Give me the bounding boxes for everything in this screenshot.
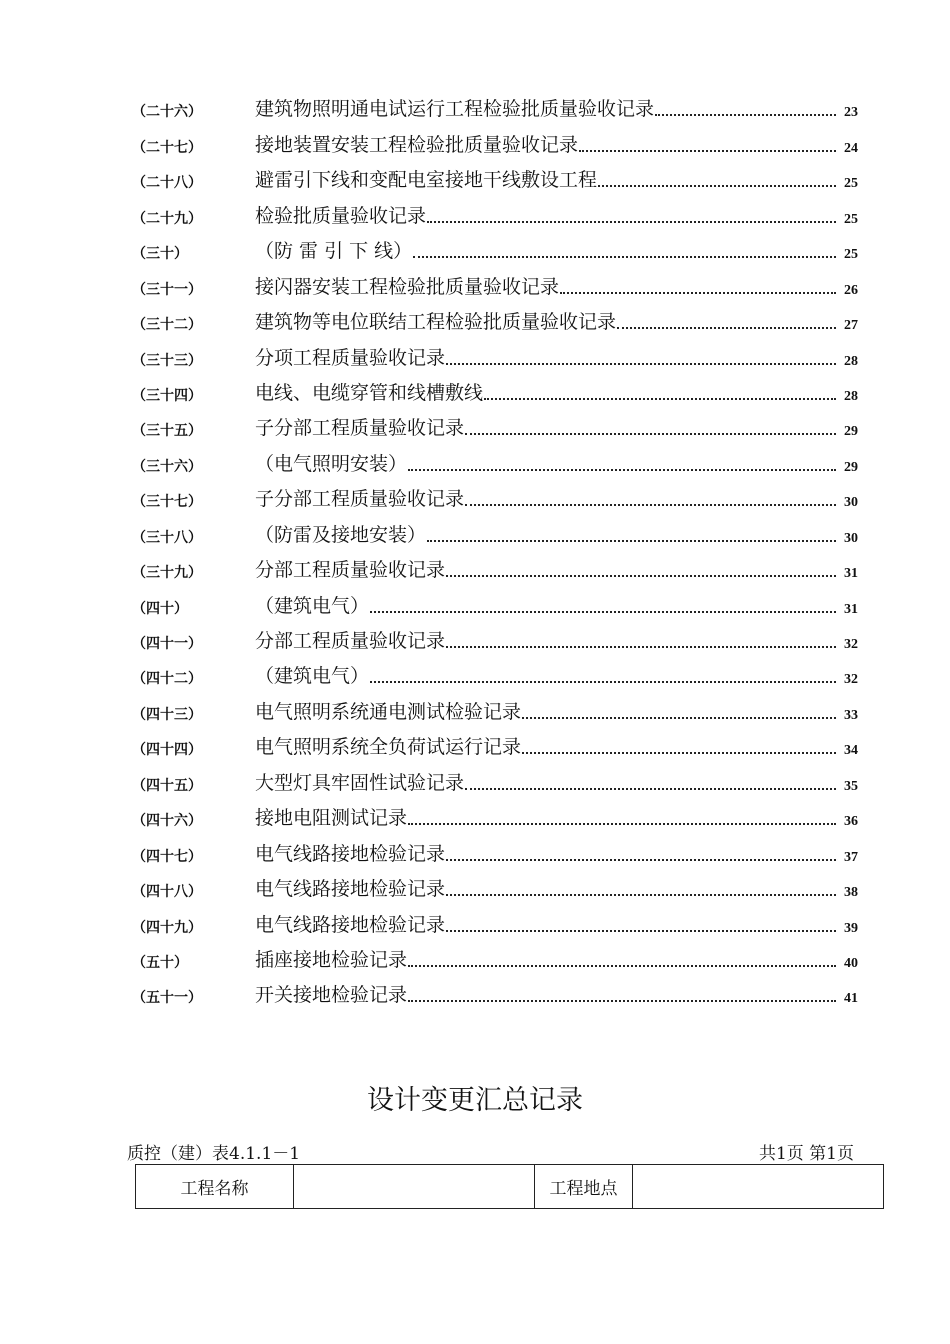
toc-entry-number: （五十）: [132, 954, 188, 971]
toc-leader-dots: [465, 504, 836, 506]
toc-leader-dots: [408, 823, 836, 825]
toc-leader-dots: [446, 894, 836, 896]
toc-leader-dots: [446, 575, 836, 577]
toc-entry[interactable]: [130, 657, 860, 692]
toc-entry-title: 电气线路接地检验记录: [255, 842, 446, 865]
toc-entry[interactable]: [130, 551, 860, 586]
toc-entry-number: （三十四）: [132, 387, 202, 404]
toc-entry-page: 31: [844, 566, 858, 582]
toc-leader-dots: [598, 185, 836, 187]
toc-leader-dots: [427, 221, 836, 223]
toc-entry-number: （三十）: [132, 246, 188, 263]
form-title: 设计变更汇总记录: [367, 1085, 583, 1116]
toc-entry-title: 避雷引下线和变配电室接地干线敷设工程: [255, 169, 598, 192]
toc-entry-page: 41: [844, 991, 858, 1007]
toc-entry-page: 25: [844, 176, 858, 192]
toc-entry-title: 分部工程质量验收记录: [255, 630, 446, 652]
toc-entry-title: 分部工程质量验收记录: [255, 559, 446, 582]
toc-entry-number: （三十三）: [132, 352, 202, 369]
toc-entry-number: （四十五）: [132, 777, 202, 794]
toc-entry-title: （防 雷 引 下 线）: [255, 240, 413, 263]
toc-entry-number: （二十八）: [132, 175, 202, 192]
toc-leader-dots: [617, 327, 836, 329]
toc-entry-page: 25: [844, 247, 858, 263]
toc-entry-number: （三十九）: [132, 565, 202, 582]
toc-leader-dots: [446, 646, 836, 648]
toc-entry-page: 32: [844, 672, 858, 688]
toc-entry-number: （五十一）: [132, 990, 202, 1007]
toc-leader-dots: [579, 150, 836, 152]
toc-entry[interactable]: [130, 515, 860, 550]
toc-entry-title: 子分部工程质量验收记录: [255, 488, 465, 511]
toc-leader-dots: [446, 363, 836, 365]
toc-entry[interactable]: [130, 870, 860, 905]
toc-entry[interactable]: [130, 763, 860, 798]
toc-leader-dots: [484, 398, 836, 400]
toc-entry-title: 大型灯具牢固性试验记录: [255, 771, 465, 794]
toc-entry-number: （三十五）: [132, 423, 202, 440]
toc-entry[interactable]: [130, 90, 860, 125]
toc-entry-page: 27: [844, 318, 858, 334]
toc-entry[interactable]: [130, 196, 860, 231]
toc-leader-dots: [408, 965, 836, 967]
toc-entry-title: 电气线路接地检验记录: [255, 913, 446, 936]
toc-entry-number: （三十六）: [132, 458, 202, 475]
toc-entry-page: 29: [844, 459, 858, 475]
toc-entry[interactable]: [130, 905, 860, 940]
toc-entry[interactable]: [130, 728, 860, 763]
toc-entry-title: （电气照明安装）: [255, 452, 408, 475]
toc-entry[interactable]: [130, 799, 860, 834]
toc-entry-number: （二十九）: [132, 210, 202, 227]
toc-entry-page: 37: [844, 849, 858, 865]
toc-entry[interactable]: [130, 444, 860, 479]
toc-entry-number: （三十七）: [132, 494, 202, 511]
toc-entry-title: （建筑电气）: [255, 665, 370, 688]
toc-entry-number: （二十七）: [132, 139, 202, 156]
toc-leader-dots: [465, 433, 836, 435]
toc-entry-title: 电气线路接地检验记录: [255, 878, 446, 901]
toc-entry-title: 电线、电缆穿管和线槽敷线: [255, 381, 484, 404]
toc-leader-dots: [522, 752, 836, 754]
toc-entry-page: 25: [844, 211, 858, 227]
toc-entry-page: 28: [844, 353, 858, 369]
toc-entry[interactable]: [130, 586, 860, 621]
project-name-label: 工程名称: [136, 1165, 294, 1209]
toc-entry-page: 35: [844, 778, 858, 794]
toc-leader-dots: [370, 611, 836, 613]
project-info-table: [135, 1164, 884, 1209]
toc-entry-number: （四十八）: [132, 884, 202, 901]
toc-entry[interactable]: [130, 125, 860, 160]
toc-entry-number: （四十三）: [132, 706, 202, 723]
toc-entry[interactable]: [130, 232, 860, 267]
project-location-cell[interactable]: [633, 1165, 884, 1209]
toc-leader-dots: [522, 717, 836, 719]
toc-entry-title: （建筑电气）: [255, 594, 370, 617]
toc-entry[interactable]: [130, 409, 860, 444]
table-row: [136, 1165, 884, 1209]
toc-leader-dots: [446, 930, 836, 932]
toc-entry-page: 32: [844, 637, 858, 652]
toc-entry-title: （防雷及接地安装）: [255, 523, 427, 546]
toc-leader-dots: [408, 1000, 836, 1002]
toc-entry-number: （三十八）: [132, 529, 202, 546]
toc-entry[interactable]: [130, 941, 860, 976]
toc-leader-dots: [408, 469, 836, 471]
toc-entry-number: （二十六）: [132, 104, 202, 121]
toc-entry-title: 电气照明系统全负荷试运行记录: [255, 736, 522, 759]
toc-entry-number: （四十四）: [132, 742, 202, 759]
toc-entry[interactable]: [130, 834, 860, 869]
toc-entry-page: 38: [844, 885, 858, 901]
toc-entry-page: 33: [844, 707, 858, 723]
toc-leader-dots: [465, 788, 836, 790]
toc-leader-dots: [413, 256, 836, 258]
toc-entry[interactable]: [130, 622, 860, 657]
toc-entry-page: 30: [844, 530, 858, 546]
toc-leader-dots: [655, 114, 836, 116]
toc-entry-number: （三十一）: [132, 281, 202, 298]
toc-entry-title: 接闪器安装工程检验批质量验收记录: [255, 275, 560, 298]
toc-entry-title: 接地装置安装工程检验批质量验收记录: [255, 133, 579, 156]
toc-entry-title: 电气照明系统通电测试检验记录: [255, 700, 522, 723]
toc-entry[interactable]: [130, 480, 860, 515]
project-name-cell[interactable]: [294, 1165, 535, 1209]
toc-entry-number: （四十二）: [132, 671, 202, 688]
toc-entry-page: 36: [844, 814, 858, 830]
toc-entry-title: 子分部工程质量验收记录: [255, 417, 465, 440]
form-code: 质控（建）表4.1.1－1: [127, 1144, 301, 1164]
toc-entry-page: 28: [844, 388, 858, 404]
toc-entry-title: 分项工程质量验收记录: [255, 346, 446, 369]
toc-entry-title: 建筑物照明通电试运行工程检验批质量验收记录: [255, 98, 655, 121]
toc-entry-page: 30: [844, 495, 858, 511]
toc-leader-dots: [560, 292, 836, 294]
toc-leader-dots: [446, 859, 836, 861]
toc-entry[interactable]: [130, 338, 860, 373]
toc-entry-page: 29: [844, 424, 858, 440]
toc-entry-page: 40: [844, 955, 858, 971]
toc-entry-number: （四十七）: [132, 848, 202, 865]
toc-entry-number: （四十六）: [132, 813, 202, 830]
toc-entry-title: 建筑物等电位联结工程检验批质量验收记录: [255, 311, 617, 334]
table-of-contents: [130, 90, 860, 1011]
toc-entry-number: （四十一）: [132, 636, 202, 652]
toc-entry-title: 开关接地检验记录: [255, 984, 408, 1007]
toc-leader-dots: [370, 681, 836, 683]
toc-entry-page: 23: [844, 105, 858, 121]
toc-entry-number: （三十二）: [132, 317, 202, 334]
toc-entry-title: 接地电阻测试记录: [255, 807, 408, 830]
project-location-label: 工程地点: [535, 1165, 633, 1209]
toc-entry-page: 34: [844, 743, 858, 759]
toc-entry-page: 24: [844, 140, 858, 156]
toc-entry-title: 检验批质量验收记录: [255, 204, 427, 227]
toc-entry-title: 插座接地检验记录: [255, 948, 408, 971]
page-count: 共1页 第1页: [758, 1144, 854, 1164]
toc-entry-page: 31: [844, 601, 858, 617]
toc-entry[interactable]: [130, 692, 860, 727]
toc-entry-page: 39: [844, 920, 858, 936]
toc-entry[interactable]: [130, 303, 860, 338]
toc-entry[interactable]: [130, 374, 860, 409]
form-meta: [127, 1139, 854, 1164]
toc-entry[interactable]: [130, 161, 860, 196]
toc-entry-page: 26: [844, 282, 858, 298]
toc-entry-number: （四十）: [132, 600, 188, 617]
toc-entry[interactable]: [130, 976, 860, 1011]
toc-leader-dots: [427, 540, 836, 542]
toc-entry-number: （四十九）: [132, 919, 202, 936]
toc-entry[interactable]: [130, 267, 860, 302]
